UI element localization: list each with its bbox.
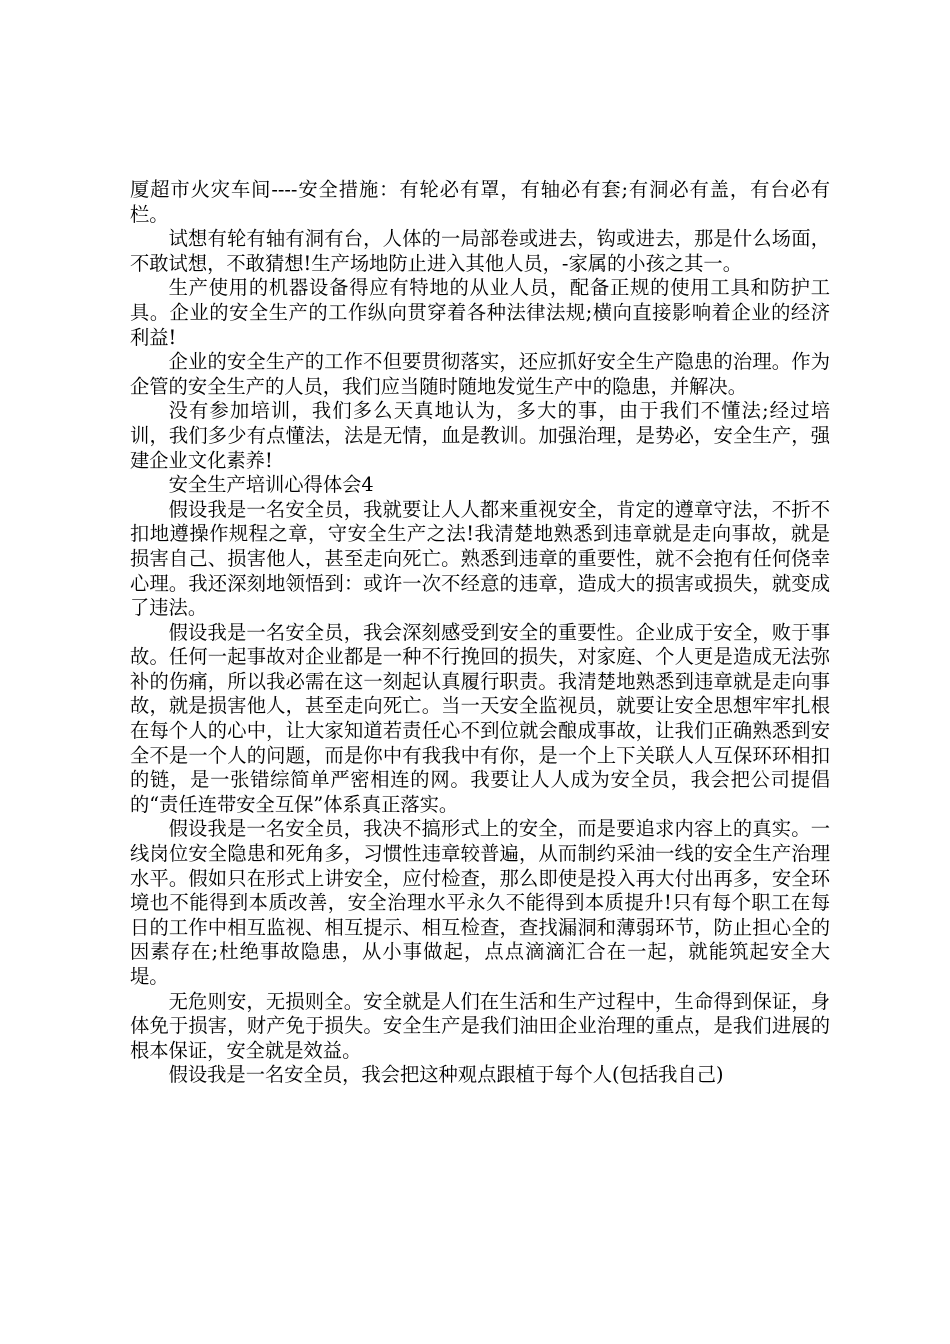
paragraph-1: 厦超市火灾车间----安全措施：有轮必有罩，有轴必有套;有洞必有盖，有台必有栏。	[130, 178, 830, 226]
section-paragraph-1: 假设我是一名安全员，我就要让人人都来重视安全，肯定的遵章守法，不折不扣地遵操作规程之章，守安全生产之法!我清楚地熟悉到违章就是走向事故，就是损害自己、损害他人，甚至走向死亡。熟悉到违章的重要性，就不会抱有任何侥幸心理。我还深刻地领悟到：或许一次不经意的违章，造成大的损害或损失，就变成了违法。	[130, 497, 830, 620]
paragraph-3: 生产使用的机器设备得应有特地的从业人员，配备正规的使用工具和防护工具。企业的安全生产的工作纵向贯穿着各种法律法规;横向直接影响着企业的经济利益!	[130, 276, 830, 349]
section-paragraph-5: 假设我是一名安全员，我会把这种观点跟植于每个人(包括我自己)	[168, 1063, 724, 1087]
paragraph-2: 试想有轮有轴有洞有台，人体的一局部卷或进去，钩或进去，那是什么场面，不敢试想，不敢猜想!生产场地防止进入其他人员，-家属的小孩之其一。	[130, 227, 830, 275]
paragraph-4: 企业的安全生产的工作不但要贯彻落实，还应抓好安全生产隐患的治理。作为企管的安全生产的人员，我们应当随时随地发觉生产中的隐患，并解决。	[130, 350, 830, 398]
document-page	[130, 178, 830, 1088]
paragraph-5: 没有参加培训，我们多么天真地认为，多大的事，由于我们不懂法;经过培训，我们多少有点懂法，法是无情，血是教训。加强治理，是势必，安全生产，强建企业文化素养!	[130, 399, 830, 472]
section-paragraph-3: 假设我是一名安全员，我决不搞形式上的安全，而是要追求内容上的真实。一线岗位安全隐患和死角多，习惯性违章较普遍，从而制约采油一线的安全生产治理水平。假如只在形式上讲安全，应付检查，那么即使是投入再大付出再多，安全环境也不能得到本质改善，安全治理水平永久不能得到本质提升!只有每个职工在每日的工作中相互监视、相互提示、相互检查，查找漏洞和薄弱环节，防止担心全的因素存在;杜绝事故隐患，从小事做起，点点滴滴汇合在一起，就能筑起安全大堤。	[130, 817, 830, 988]
section-paragraph-4: 无危则安，无损则全。安全就是人们在生活和生产过程中，生命得到保证，身体免于损害，财产免于损失。安全生产是我们油田企业治理的重点，是我们进展的根本保证，安全就是效益。	[130, 989, 830, 1062]
section-paragraph-2: 假设我是一名安全员，我会深刻感受到安全的重要性。企业成于安全，败于事故。任何一起事故对企业都是一种不行挽回的损失，对家庭、个人更是造成无法弥补的伤痛，所以我必需在这一刻起认真履行职责。我清楚地熟悉到违章就是走向事故，就是损害他人，甚至走向死亡。当一天安全监视员，就要让安全思想牢牢扎根在每个人的心中，让大家知道若责任心不到位就会酿成事故，让我们正确熟悉到安全不是一个人的问题，而是你中有我我中有你，是一个上下关联人人互保环环相扣的链，是一张错综简单严密相连的网。我要让人人成为安全员，我会把公司提倡的“责任连带安全互保”体系真正落实。	[130, 620, 830, 816]
section-title: 安全生产培训心得体会4	[168, 473, 374, 497]
